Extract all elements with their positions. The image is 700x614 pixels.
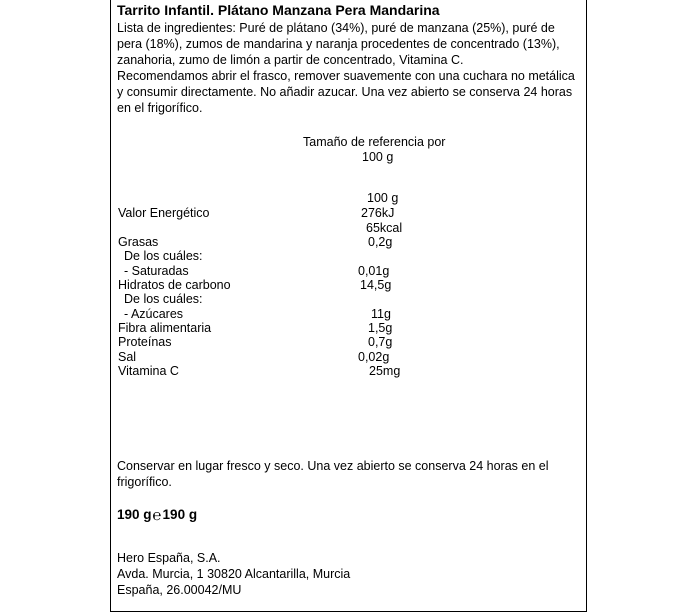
recommendation-line-2: y consumir directamente. No añadir azucar. Una vez abierto se conserva 24 horas: [117, 85, 573, 99]
nutrient-label-vitamin-c: Vitamina C: [118, 364, 179, 378]
nutrient-value-fat: 0,2g: [368, 235, 393, 249]
nutrition-column-header: 100 g: [367, 191, 399, 205]
nutrient-value-protein: 0,7g: [368, 335, 393, 349]
company-address: Avda. Murcia, 1 30820 Alcantarilla, Murcia: [117, 567, 351, 581]
recommendation-line-1: Recomendamos abrir el frasco, remover suavemente con una cuchara no metálica: [117, 69, 575, 83]
nutrient-label-fat: Grasas: [118, 235, 159, 249]
nutrient-value-saturated: 0,01g: [358, 264, 390, 278]
ingredients-line-3: zanahoria, zumo de limón a partir de concentrado, Vitamina C.: [117, 53, 464, 67]
energy-label: Valor Energético: [118, 206, 210, 220]
recommendation-line-3: en el frigorífico.: [117, 101, 203, 115]
nutrient-label-sugars: - Azúcares: [124, 307, 184, 321]
nutrient-label-fibre: Fibra alimentaria: [118, 321, 212, 335]
energy-kj-value: 276kJ: [361, 206, 395, 220]
nutrient-label-salt: Sal: [118, 350, 137, 364]
company-registry: España, 26.00042/MU: [117, 583, 242, 597]
storage-line-1: Conservar en lugar fresco y seco. Una vez abierto se conserva 24 horas en el: [117, 459, 549, 473]
reference-header-line-1: Tamaño de referencia por: [303, 135, 446, 149]
reference-header-line-2: 100 g: [362, 150, 394, 164]
nutrient-label-saturated: - Saturadas: [124, 264, 189, 278]
nutrient-value-carbohydrates: 14,5g: [360, 278, 392, 292]
energy-kcal-value: 65kcal: [366, 221, 403, 235]
nutrient-value-vitamin-c: 25mg: [369, 364, 401, 378]
company-name: Hero España, S.A.: [117, 551, 221, 565]
ingredients-line-1: Lista de ingredientes: Puré de plátano (34%), puré de manzana (25%), puré de: [117, 21, 555, 35]
nutrient-label-of-which-2: De los cuáles:: [124, 292, 203, 306]
nutrient-label-of-which-1: De los cuáles:: [124, 249, 203, 263]
estimated-e-mark-icon: ℮: [152, 507, 162, 524]
net-quantity: [117, 507, 197, 522]
nutrient-label-carbohydrates: Hidratos de carbono: [118, 278, 231, 292]
net-quantity-first: 190 g: [117, 507, 152, 522]
storage-line-2: frigorífico.: [117, 475, 172, 489]
nutrient-value-sugars: 11g: [371, 307, 391, 321]
ingredients-line-2: pera (18%), zumos de mandarina y naranja procedentes de concentrado (13%),: [117, 37, 560, 51]
product-title: Tarrito Infantil. Plátano Manzana Pera Mandarina: [117, 2, 440, 18]
net-quantity-second: 190 g: [162, 507, 198, 522]
nutrient-value-salt: 0,02g: [358, 350, 390, 364]
nutrient-label-protein: Proteínas: [118, 335, 172, 349]
nutrient-value-fibre: 1,5g: [368, 321, 393, 335]
